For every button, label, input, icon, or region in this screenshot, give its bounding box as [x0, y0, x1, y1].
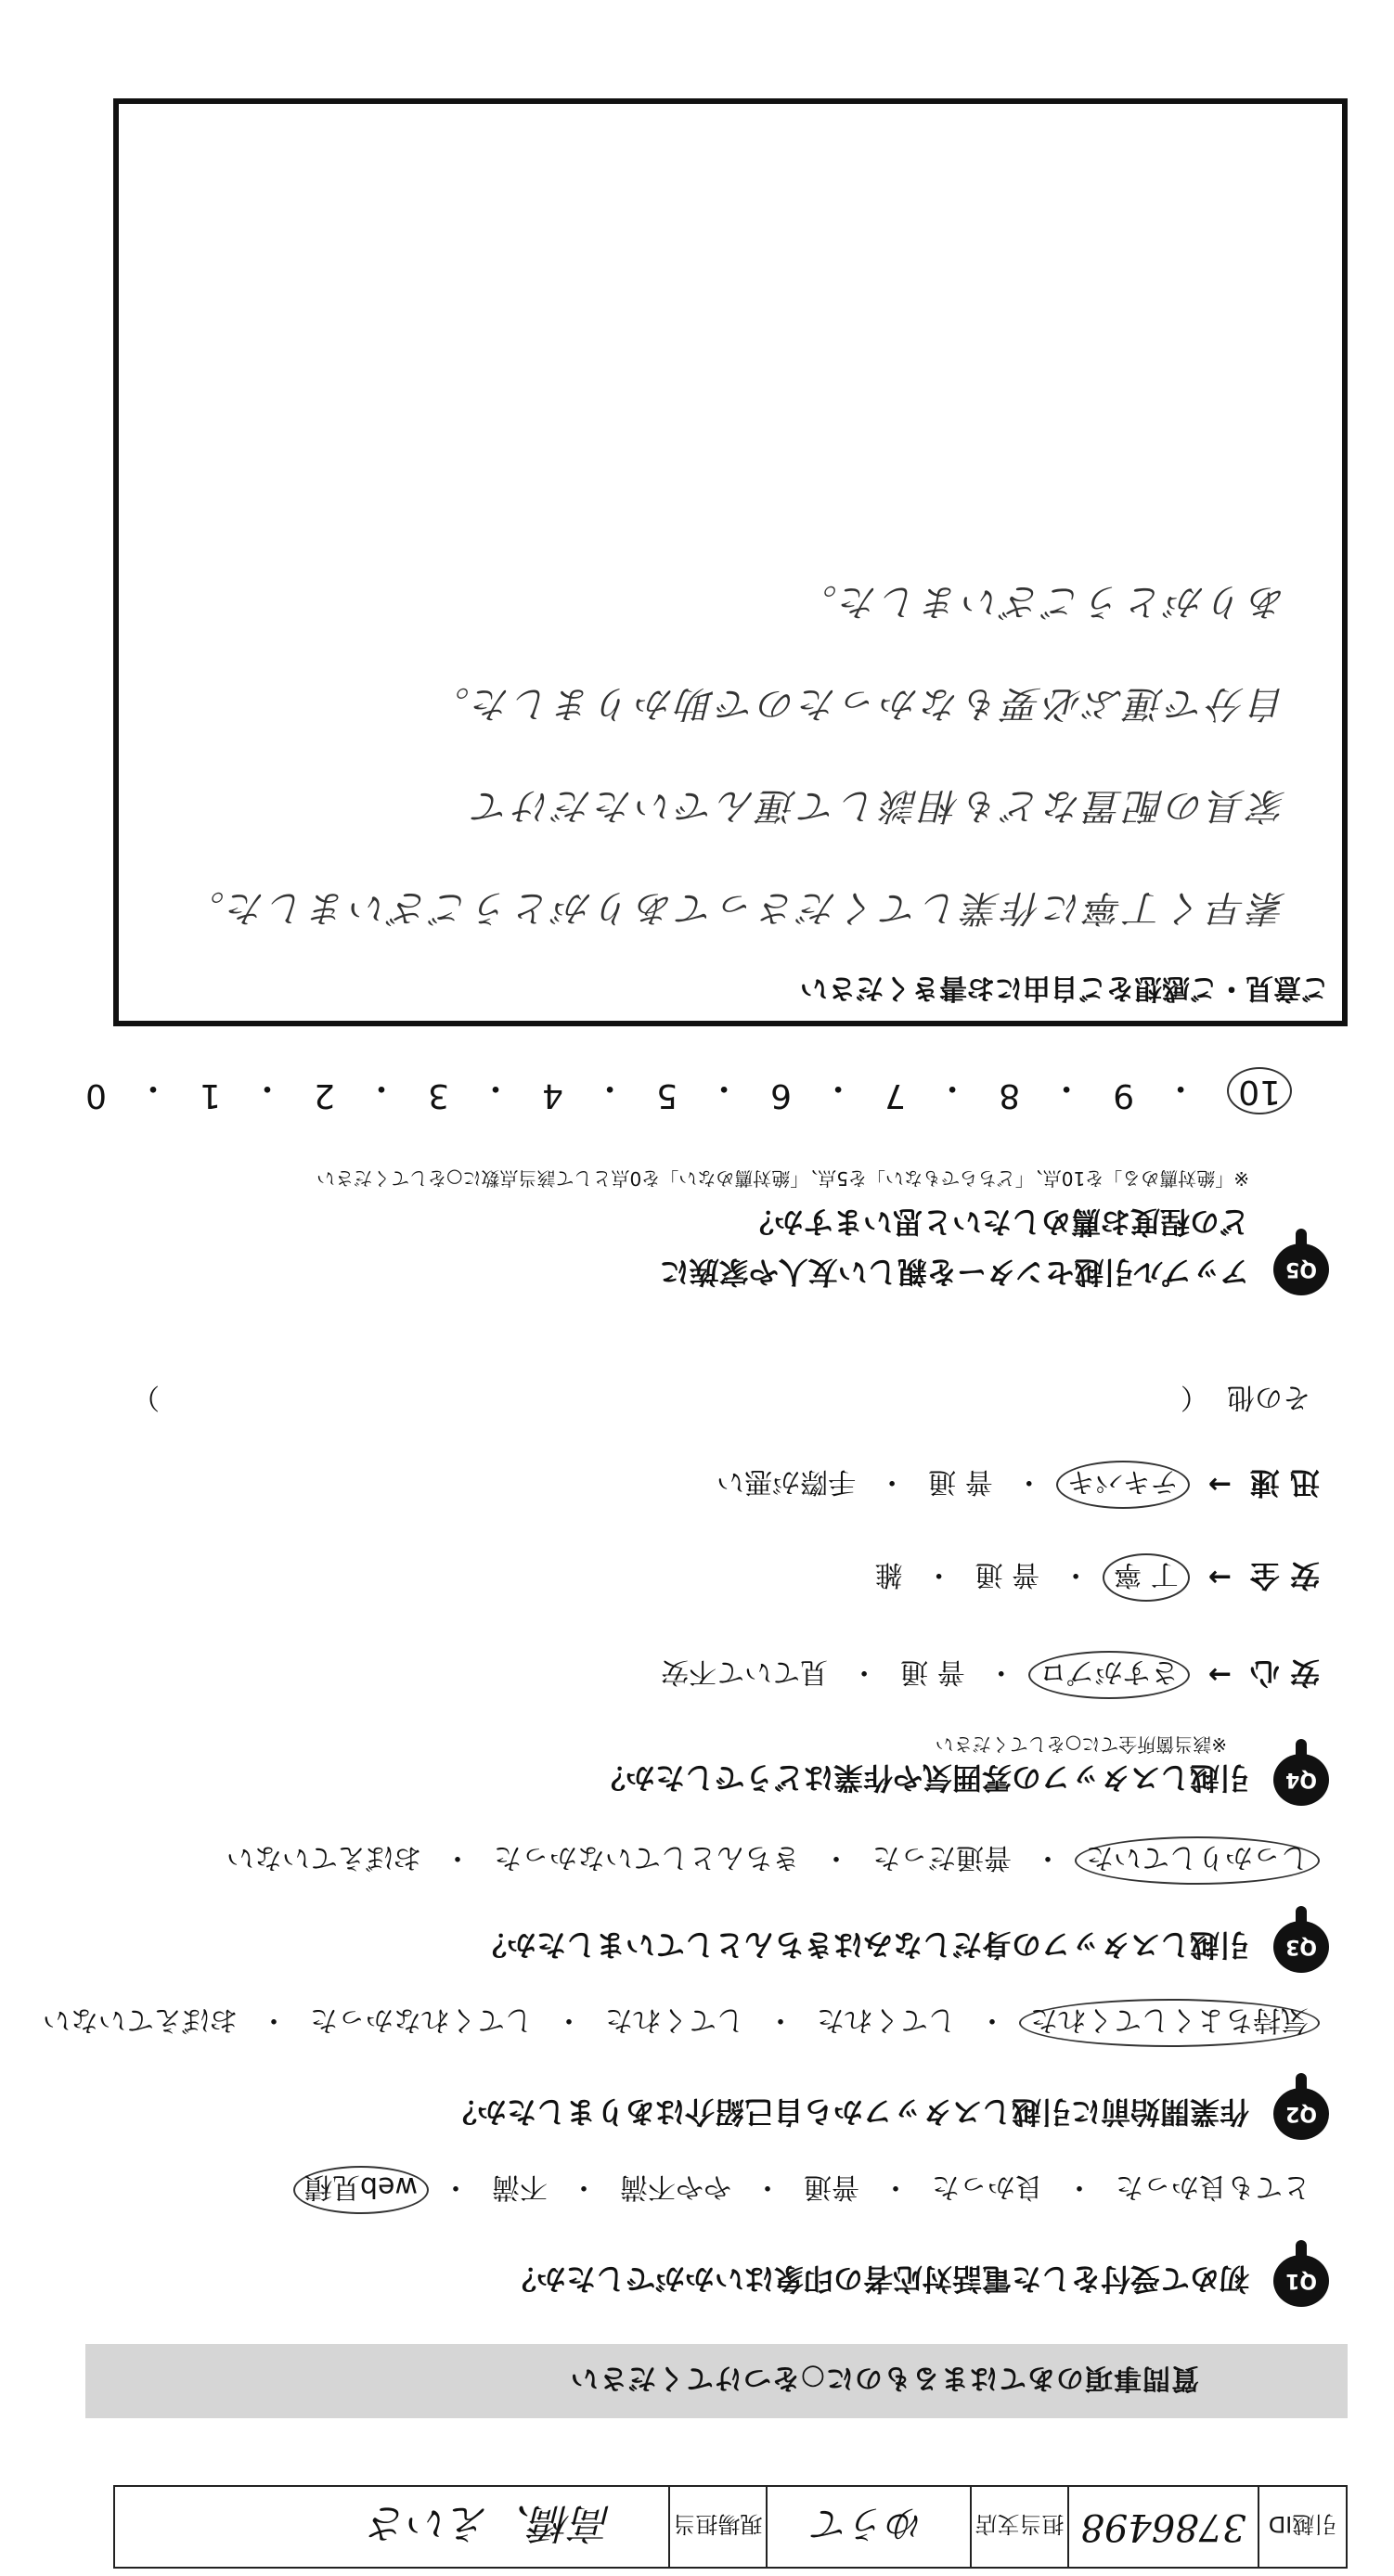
q4-category: 安 心 [1249, 1655, 1320, 1691]
q4-other-label: その他 [1227, 1381, 1310, 1413]
q4-row-anshin: 安 心 → さすがプロ ・ 普 通 ・ 見ていて不安 [652, 1651, 1320, 1699]
q1-options: とても良かった ・ 良かった ・ 普通 ・ やや不満 ・ 不満 ・ web見積 [293, 2166, 1320, 2214]
q1-option[interactable]: とても良かった [1116, 2170, 1310, 2203]
q4-option[interactable]: 普 通 [928, 1465, 993, 1498]
q2-text: 作業開始前に引越しスタッフから自己紹介はありましたか？ [446, 2094, 1249, 2130]
q2-option-selected[interactable]: 気持ちよくしてくれた [1019, 1999, 1320, 2047]
q3-options: しっかりしていた ・ 普通だった ・ きちんとしていなかった ・ おぼえていない [217, 1836, 1320, 1885]
q3-option[interactable]: 普通だった [872, 1841, 1012, 1874]
q5-score[interactable]: 9 [1113, 1076, 1135, 1114]
q5-score[interactable]: 6 [770, 1076, 793, 1114]
q4-badge: Q4 [1273, 1754, 1329, 1806]
q1-option[interactable]: 不満 [492, 2170, 548, 2203]
q4-category: 迅 速 [1249, 1465, 1320, 1501]
q2-option[interactable]: してくれなかった [310, 2003, 533, 2036]
comment-line: 自分で運ぶ必要もなかったので助かりました。 [429, 682, 1286, 725]
q1-text: 初めて受付をした電話対応者の印象はいかがでしたか？ [506, 2261, 1249, 2297]
question-q5 [316, 1166, 1329, 1295]
q4-option[interactable]: 見ていて不安 [661, 1655, 829, 1688]
q4-other-paren-open: （ [1181, 1381, 1208, 1413]
q4-other-paren-close: ） [132, 1381, 160, 1413]
q2-badge: Q2 [1273, 2088, 1329, 2140]
q4-option-selected[interactable]: 丁 寧 [1103, 1553, 1190, 1602]
header-id-table [113, 2485, 1348, 2569]
q4-option[interactable]: 普 通 [975, 1558, 1040, 1591]
q5-score[interactable]: 4 [542, 1076, 563, 1114]
q5-badge: Q5 [1273, 1243, 1329, 1295]
comment-line: ありがとうございました。 [796, 580, 1286, 623]
q1-option[interactable]: 普通 [804, 2170, 859, 2203]
q2-option[interactable]: してくれた [605, 2003, 744, 2036]
q2-options: 気持ちよくしてくれた ・ してくれた ・ してくれた ・ してくれなかった ・ おぼえていない [33, 1999, 1320, 2047]
question-q4 [596, 1754, 1329, 1806]
q2-option[interactable]: してくれた [817, 2003, 956, 2036]
question-q3 [477, 1921, 1329, 1973]
q5-text-line1: アップル引越センターを親しい友人や家族に [659, 1255, 1249, 1290]
q1-option[interactable]: 良かった [932, 2170, 1043, 2203]
move-id-value: 3786498 [1067, 2487, 1258, 2567]
comment-line: 家具の配置なども相談して運んでいただけて [470, 784, 1286, 827]
q3-option[interactable]: おぼえていない [226, 1841, 421, 1874]
q2-option[interactable]: おぼえていない [43, 2003, 238, 2036]
q4-other-row [123, 1380, 1320, 1421]
branch-value: ゆうて [766, 2487, 970, 2567]
q1-option-selected[interactable]: web見積 [293, 2166, 429, 2214]
move-id-label: 引越ID [1258, 2487, 1346, 2567]
q5-score[interactable]: 0 [85, 1076, 107, 1114]
q4-option-selected[interactable]: さすがプロ [1028, 1651, 1190, 1699]
q5-scale: 10 ・ 9 ・ 8 ・ 7 ・ 6 ・ 5 ・ 4 ・ 3 ・ 2 ・ 1 ・ 0 [85, 1067, 1292, 1114]
q1-badge: Q1 [1273, 2255, 1329, 2307]
branch-label: 担当支店 [970, 2487, 1067, 2567]
instruction-bar: 質問事項のあてはまるものに○をつけてください [85, 2344, 1348, 2418]
leader-label: 現場担当 [668, 2487, 766, 2567]
q4-option[interactable]: 雑 [874, 1558, 903, 1591]
q1-option[interactable]: やや不満 [620, 2170, 731, 2203]
q4-text: 引越しスタッフの雰囲気や作業はどうでしたか？ [595, 1760, 1249, 1796]
q4-option-selected[interactable]: テキパキ [1056, 1461, 1190, 1509]
q5-score[interactable]: 1 [200, 1076, 221, 1114]
q3-badge: Q3 [1273, 1921, 1329, 1973]
q4-note: ※該当箇所全てに○をしてください [935, 1733, 1227, 1756]
comment-line: 素早く丁寧に作業してくださってありがとうございました。 [184, 886, 1286, 929]
q5-score[interactable]: 7 [884, 1076, 907, 1114]
q4-option[interactable]: 普 通 [900, 1655, 965, 1688]
q3-text: 引越しスタッフの身だしなみはきちんとしていましたか？ [476, 1927, 1249, 1963]
question-q1 [507, 2255, 1329, 2307]
q5-score[interactable]: 5 [656, 1076, 678, 1114]
q4-row-anzen: 安 全 → 丁 寧 ・ 普 通 ・ 雑 [866, 1553, 1320, 1602]
q5-score[interactable]: 3 [428, 1076, 449, 1114]
q5-note: ※「絶対薦める」を10点、「どちらでもない」を5点、「絶対薦めない」を0点として該当点数に○をしてください [316, 1167, 1249, 1190]
leader-value: 高橋、えいさ [368, 2499, 613, 2546]
q3-option-selected[interactable]: しっかりしていた [1075, 1836, 1320, 1885]
q4-category: 安 全 [1249, 1558, 1320, 1593]
q3-option[interactable]: きちんとしていなかった [494, 1841, 800, 1874]
q4-option[interactable]: 手際が悪い [716, 1465, 857, 1498]
q4-row-jinsoku: 迅 速 → テキパキ ・ 普 通 ・ 手際が悪い [707, 1461, 1320, 1509]
q5-score[interactable]: 2 [314, 1076, 335, 1114]
q5-score-selected[interactable]: 10 [1227, 1067, 1292, 1114]
comment-box[interactable] [113, 98, 1348, 1026]
q5-text-line2: どの程度お薦めしたいと思いますか？ [743, 1204, 1249, 1240]
q5-score[interactable]: 8 [999, 1076, 1021, 1114]
comment-title: ご意見・ご感想をご自由にお書きください [800, 972, 1329, 1004]
question-q2 [447, 2088, 1329, 2140]
